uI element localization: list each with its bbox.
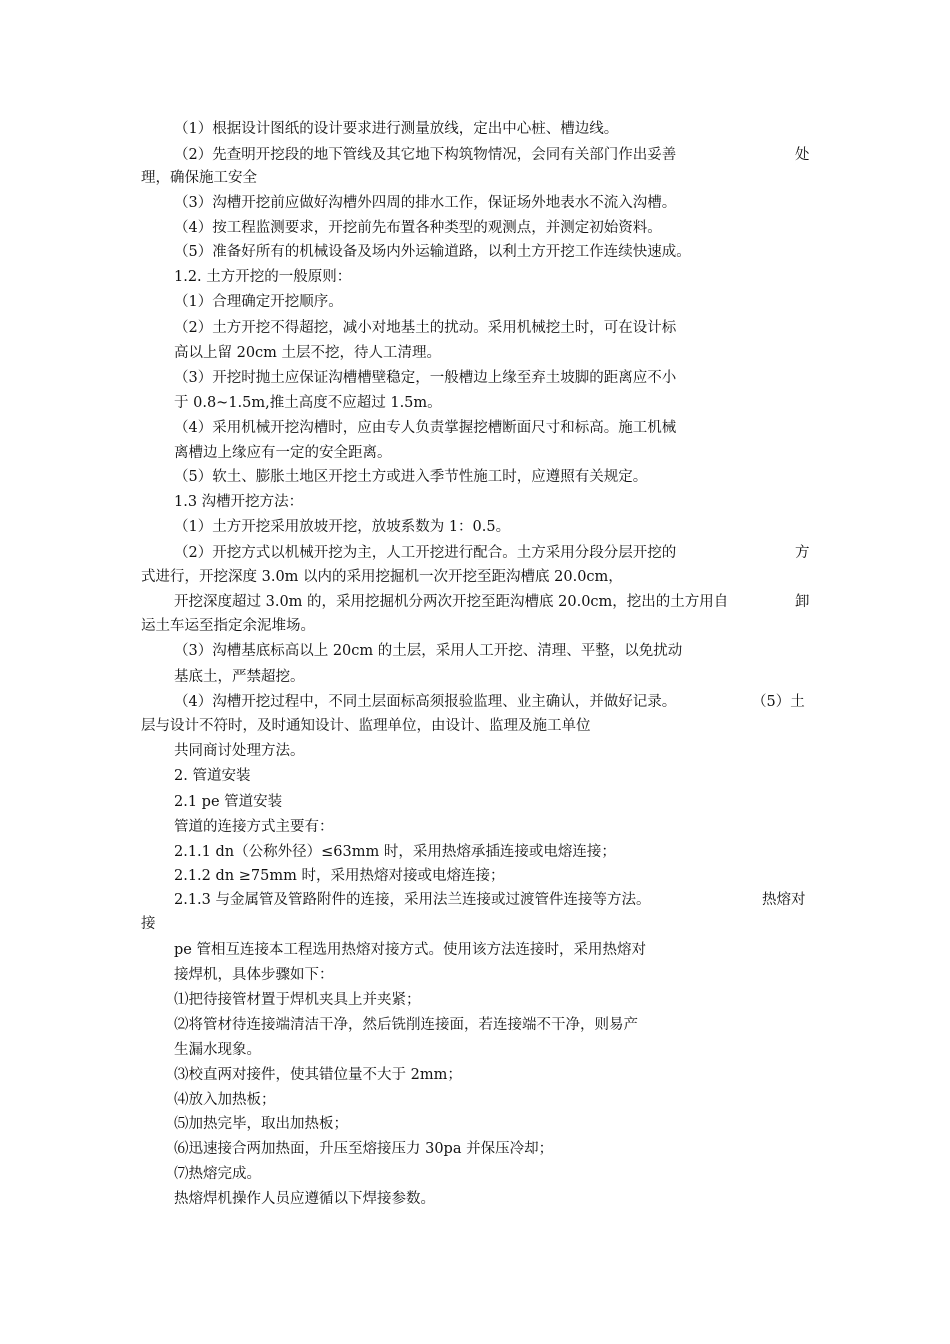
paragraph-line: 运土车运至指定余泥堆场。 — [141, 618, 315, 634]
paragraph-line: 热熔对 — [762, 892, 806, 908]
paragraph-line: 2.1.2 dn ≥75mm 时，采用热熔对接或电熔连接； — [174, 868, 505, 884]
list-item: ⑺热熔完成。 — [174, 1166, 261, 1182]
paragraph-line: （4）沟槽开挖过程中，不同土层面标高须报验监理、业主确认，并做好记录。 — [174, 694, 677, 710]
section-heading: 1.3 沟槽开挖方法： — [174, 494, 304, 510]
paragraph-line: （2）土方开挖不得超挖，减小对地基土的扰动。采用机械挖土时，可在设计标 — [174, 320, 677, 336]
paragraph-line: 理，确保施工安全 — [141, 170, 257, 186]
list-item: ⑴把待接管材置于焊机夹具上并夹紧； — [174, 992, 421, 1008]
section-heading: 2.1 pe 管道安装 — [174, 794, 283, 810]
list-item: 生漏水现象。 — [174, 1042, 261, 1058]
paragraph-line: 共同商讨处理方法。 — [174, 743, 305, 759]
paragraph-line: 热熔焊机操作人员应遵循以下焊接参数。 — [174, 1191, 435, 1207]
paragraph-line: （4）按工程监测要求，开挖前先布置各种类型的观测点，并测定初始资料。 — [174, 220, 662, 236]
list-item: ⑶校直两对接件，使其错位量不大于 2mm； — [174, 1067, 462, 1083]
paragraph-line: （3）开挖时抛土应保证沟槽槽壁稳定，一般槽边上缘至弃土坡脚的距离应不小 — [174, 370, 677, 386]
paragraph-line: 于 0.8~1.5m,推土高度不应超过 1.5m。 — [174, 395, 442, 411]
paragraph-line: （5）土 — [752, 694, 805, 710]
paragraph-line: 开挖深度超过 3.0m 的，采用挖掘机分两次开挖至距沟槽底 20.0cm，挖出的土方用自 — [174, 594, 729, 610]
paragraph-line: 管道的连接方式主要有： — [174, 819, 334, 835]
paragraph-line: （5）软土、膨胀土地区开挖土方或进入季节性施工时，应遵照有关规定。 — [174, 469, 648, 485]
paragraph-line: pe 管相互连接本工程选用热熔对接方式。使用该方法连接时，采用热熔对 — [174, 942, 646, 958]
paragraph-line: （2）先查明开挖段的地下管线及其它地下构筑物情况，会同有关部门作出妥善 — [174, 147, 677, 163]
paragraph-line: 处 — [795, 147, 810, 163]
paragraph-line: 式进行，开挖深度 3.0m 以内的采用挖掘机一次开挖至距沟槽底 20.0cm， — [141, 569, 623, 585]
paragraph-line: （1）根据设计图纸的设计要求进行测量放线，定出中心桩、槽边线。 — [174, 121, 619, 137]
section-heading: 2. 管道安装 — [174, 768, 251, 784]
paragraph-line: （5）准备好所有的机械设备及场内外运输道路，以利土方开挖工作连续快速成。 — [174, 244, 691, 260]
list-item: ⑹迅速接合两加热面，升压至熔接压力 30pa 并保压冷却； — [174, 1141, 554, 1157]
paragraph-line: 离槽边上缘应有一定的安全距离。 — [174, 445, 392, 461]
paragraph-line: 接 — [141, 916, 156, 932]
list-item: ⑸加热完毕，取出加热板； — [174, 1116, 348, 1132]
paragraph-line: 层与设计不符时，及时通知设计、监理单位，由设计、监理及施工单位 — [141, 718, 591, 734]
section-heading: 1.2. 土方开挖的一般原则： — [174, 269, 352, 285]
paragraph-line: 基底土，严禁超挖。 — [174, 669, 305, 685]
paragraph-line: 高以上留 20cm 土层不挖，待人工清理。 — [174, 345, 442, 361]
list-item: ⑷放入加热板； — [174, 1092, 276, 1108]
paragraph-line: 卸 — [795, 594, 810, 610]
paragraph-line: （4）采用机械开挖沟槽时，应由专人负责掌握挖槽断面尺寸和标高。施工机械 — [174, 420, 677, 436]
paragraph-line: （2）开挖方式以机械开挖为主，人工开挖进行配合。土方采用分段分层开挖的 — [174, 545, 677, 561]
paragraph-line: （1）土方开挖采用放坡开挖，放坡系数为 1：0.5。 — [174, 519, 511, 535]
paragraph-line: 2.1.1 dn（公称外径）≤63mm 时，采用热熔承插连接或电熔连接； — [174, 844, 616, 860]
paragraph-line: （1）合理确定开挖顺序。 — [174, 294, 343, 310]
paragraph-line: 2.1.3 与金属管及管路附件的连接，采用法兰连接或过渡管件连接等方法。 — [174, 892, 651, 908]
list-item: ⑵将管材待连接端清洁干净，然后铣削连接面，若连接端不干净，则易产 — [174, 1017, 638, 1033]
paragraph-line: （3）沟槽基底标高以上 20cm 的土层，采用人工开挖、清理、平整，以免扰动 — [174, 643, 683, 659]
paragraph-line: 方 — [795, 545, 810, 561]
paragraph-line: （3）沟槽开挖前应做好沟槽外四周的排水工作，保证场外地表水不流入沟槽。 — [174, 195, 677, 211]
paragraph-line: 接焊机，具体步骤如下： — [174, 967, 334, 983]
